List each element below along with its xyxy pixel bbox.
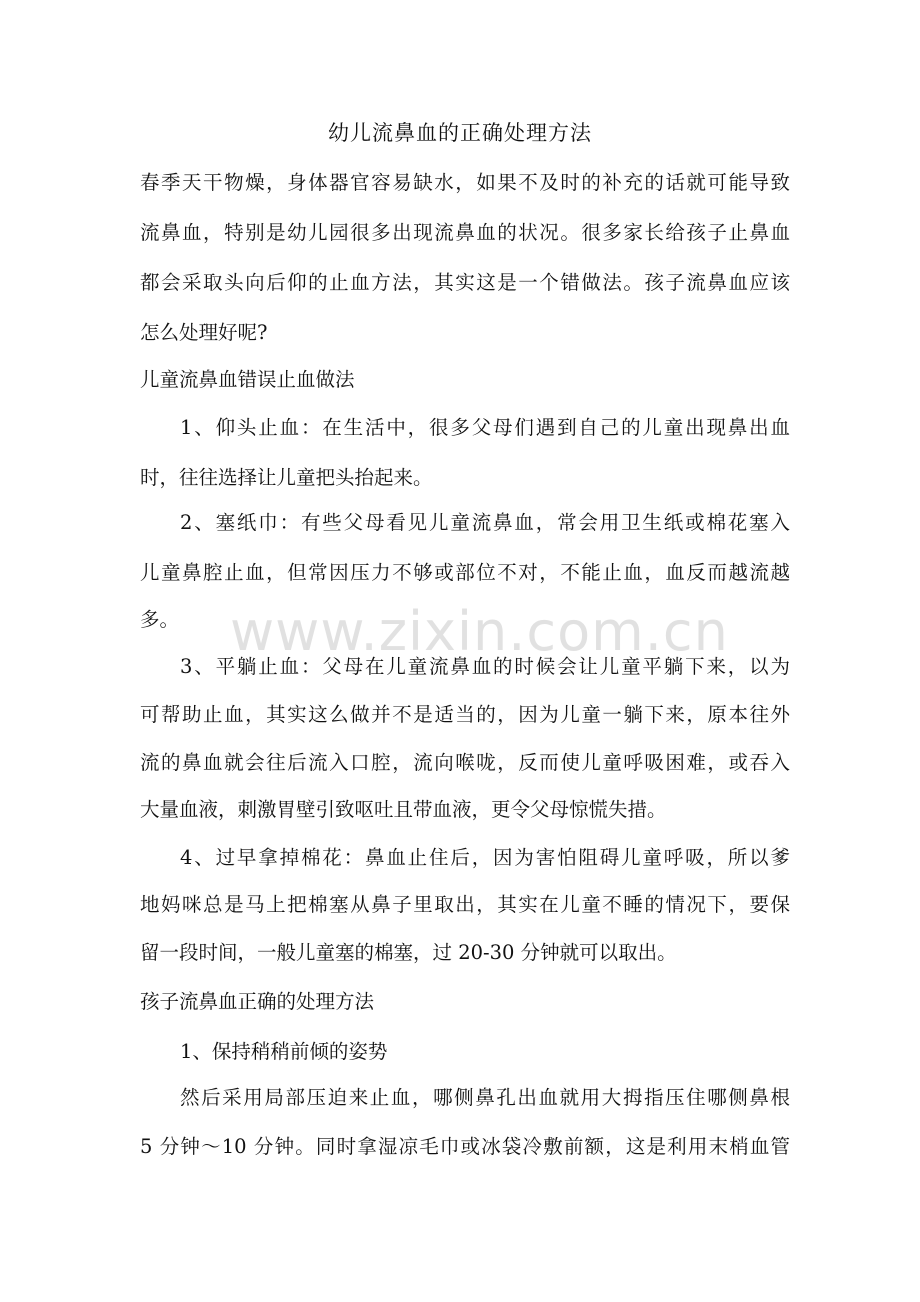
item3-line-3: 流的鼻血就会往后流入口腔，流向喉咙，反而使儿童呼吸困难，或吞入: [140, 751, 790, 774]
item2-line-3: 多。: [140, 608, 180, 631]
item3-line-4: 大量血液，刺激胃壁引致呕吐且带血液，更令父母惊慌失措。: [140, 798, 667, 821]
intro-line-1: 春季天干物燥，身体器官容易缺水，如果不及时的补充的话就可能导致: [140, 171, 790, 194]
correct-method-1-title: 1、保持稍稍前倾的姿势: [180, 1040, 388, 1063]
intro-line-3: 都会采取头向后仰的止血方法，其实这是一个错做法。孩子流鼻血应该: [140, 271, 790, 294]
item4-line-2: 地妈咪总是马上把棉塞从鼻子里取出，其实在儿童不睡的情况下，要保: [140, 893, 790, 916]
item1-line-2: 时，往往选择让儿童把头抬起来。: [140, 466, 433, 489]
item3-line-2: 可帮助止血，其实这么做并不是适当的，因为儿童一躺下来，原本往外: [140, 703, 790, 726]
item4-line-3: 留一段时间，一般儿童塞的棉塞，过 20-30 分钟就可以取出。: [140, 941, 677, 964]
item2-line-2: 儿童鼻腔止血，但常因压力不够或部位不对，不能止血，血反而越流越: [140, 561, 790, 584]
document-title: 幼儿流鼻血的正确处理方法: [328, 121, 592, 145]
intro-line-4: 怎么处理好呢?: [140, 321, 268, 344]
correct1-line-2: 5 分钟～10 分钟。同时拿湿凉毛巾或冰袋冷敷前额，这是利用末梢血管: [140, 1135, 790, 1158]
intro-line-2: 流鼻血，特别是幼儿园很多出现流鼻血的状况。很多家长给孩子止鼻血: [140, 221, 790, 244]
section-heading-correct-methods: 孩子流鼻血正确的处理方法: [140, 990, 375, 1013]
item4-line-1: 4、过早拿掉棉花：鼻血止住后，因为害怕阻碍儿童呼吸，所以爹: [180, 846, 790, 869]
section-heading-wrong-methods: 儿童流鼻血错误止血做法: [140, 368, 355, 391]
correct1-line-1: 然后采用局部压迫来止血，哪侧鼻孔出血就用大拇指压住哪侧鼻根: [180, 1086, 790, 1109]
item2-line-1: 2、塞纸巾：有些父母看见儿童流鼻血，常会用卫生纸或棉花塞入: [180, 511, 790, 534]
watermark: www.zixin.com.cn: [230, 600, 729, 663]
item3-line-1: 3、平躺止血：父母在儿童流鼻血的时候会让儿童平躺下来，以为: [180, 655, 790, 678]
item1-line-1: 1、仰头止血：在生活中，很多父母们遇到自己的儿童出现鼻出血: [180, 416, 790, 439]
